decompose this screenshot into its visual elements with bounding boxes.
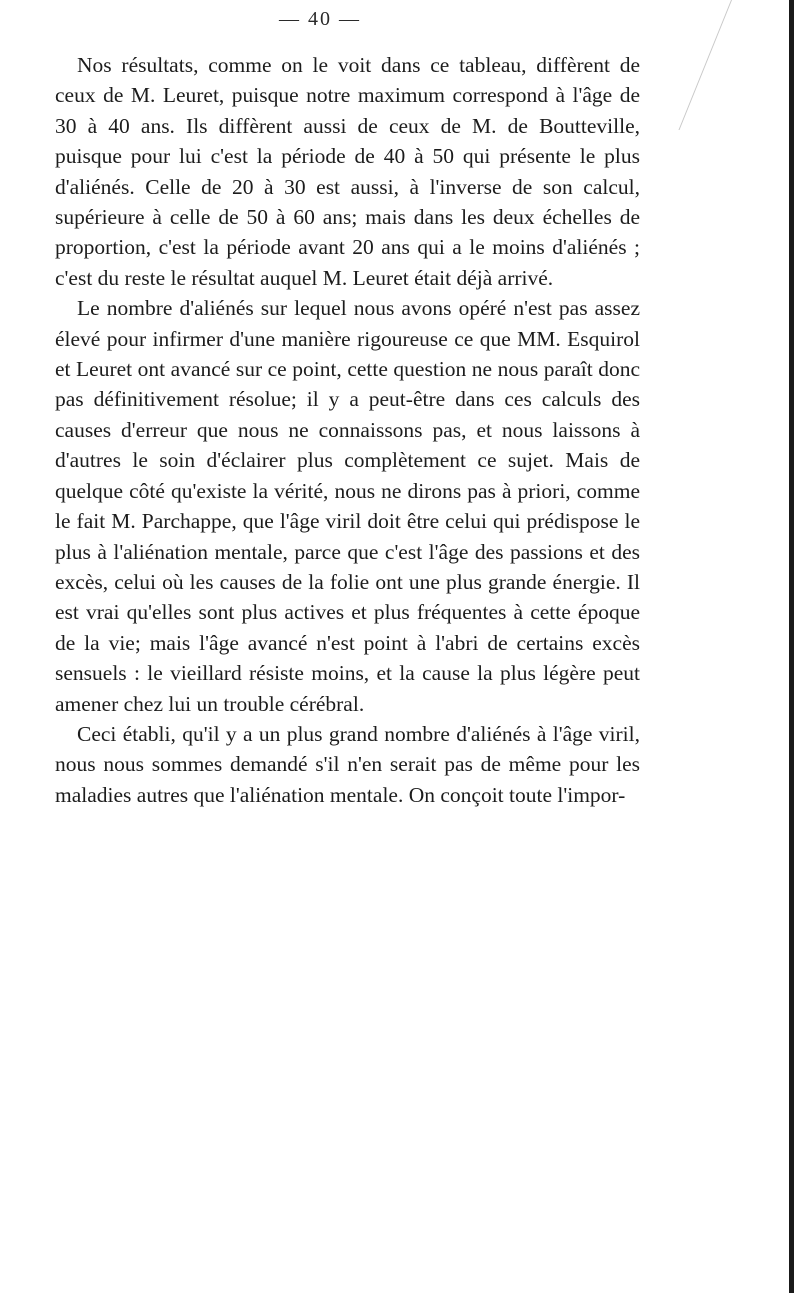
page-number: — 40 —: [279, 8, 361, 30]
paragraph-2: Le nombre d'aliénés sur lequel nous avons opéré n'est pas assez élevé pour infirmer d'une manière rigoureuse ce que MM. Esquirol et Leuret ont avancé sur ce point, cette question ne nous paraît donc pas définitivement résolue; il y a peut-être dans ces calculs des causes d'erreur que nous ne connaissons pas, et nous laissons à d'autres le soin d'éclairer plus complètement ce sujet. Mais de quelque côté qu'existe la vérité, nous ne dirons pas à priori, comme le fait M. Parchappe, que l'âge viril doit être celui qui prédispose le plus à l'aliénation mentale, parce que c'est l'âge des passions et des excès, celui où les causes de la folie ont une plus grande énergie. Il est vrai qu'elles sont plus actives et plus fréquentes à cette époque de la vie; mais l'âge avancé n'est point à l'abri de certains excès sensuels : le vieillard résiste moins, et la cause la plus légère peut amener chez lui un trouble cérébral.: [55, 296, 640, 716]
paragraph-3: Ceci établi, qu'il y a un plus grand nombre d'aliénés à l'âge viril, nous nous sommes demandé s'il n'en serait pas de même pour les maladies autres que l'aliénation mentale. On conçoit toute l'impor-: [55, 721, 640, 807]
paragraph-1: Nos résultats, comme on le voit dans ce tableau, diffèrent de ceux de M. Leuret, puisque notre maximum correspond à l'âge de 30 à 40 ans. Ils diffèrent aussi de ceux de M. de Boutteville, puisque pour lui c'est la période de 40 à 50 qui présente le plus d'aliénés. Celle de 20 à 30 est aussi, à l'inverse de son calcul, supérieure à celle de 50 à 60 ans; mais dans les deux échelles de proportion, c'est la période avant 20 ans qui a le moins d'aliénés ; c'est du reste le résultat auquel M. Leuret était déjà arrivé.: [55, 53, 640, 290]
page-edge-border: [789, 0, 794, 1293]
body-text: [55, 50, 640, 810]
page-corner-shadow: [678, 0, 792, 130]
